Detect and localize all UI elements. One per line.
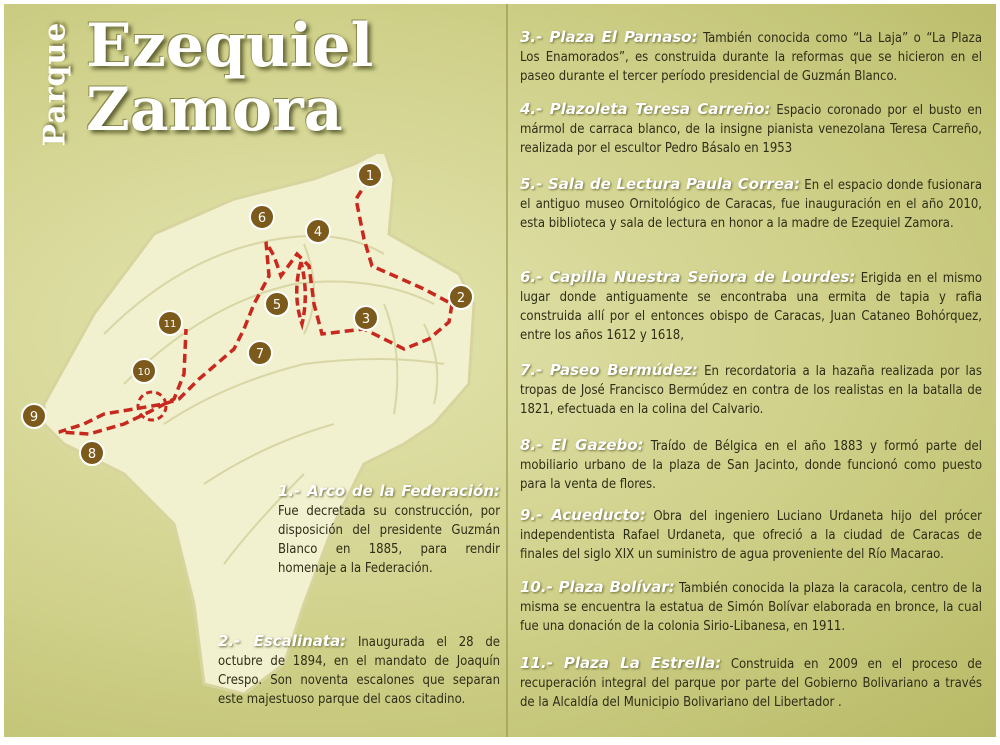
marker-5-label: 5 — [272, 298, 282, 313]
item-7-heading: 7.- Paseo Bermúdez: — [520, 361, 699, 379]
item-9 — [520, 506, 982, 564]
item-3-text: También conocida como “La Laja” o “La Plaza Los Enamorados”, es construida durante la reformas que se hicieron en el paseo durante el tercer período presidencial de Guzmán Blanco. — [520, 31, 982, 84]
item-11-heading: 11.- Plaza La Estrella: — [520, 654, 722, 672]
item-10-text: También conocida la plaza la caracola, centro de la misma se encuentra la estatua de Simón Bolívar elaborada en bronce, la cual fue una donación de la colonia Sirio-Libanesa, en 1911. — [520, 581, 983, 634]
title-line1: Ezequiel — [86, 11, 374, 81]
marker-7[interactable] — [248, 341, 272, 365]
marker-9-label: 9 — [29, 410, 39, 425]
item-1-heading: 1.- Arco de la Federación: — [278, 482, 500, 500]
marker-1[interactable] — [358, 163, 382, 187]
marker-1-label: 1 — [365, 169, 375, 184]
item-6-heading: 6.- Capilla Nuestra Señora de Lourdes: — [520, 268, 856, 286]
item-2-heading: 2.- Escalinata: — [218, 632, 347, 650]
item-1 — [278, 482, 500, 578]
marker-4-label: 4 — [313, 225, 323, 240]
marker-6[interactable] — [250, 205, 274, 229]
park-map — [4, 154, 504, 694]
item-5-heading: 5.- Sala de Lectura Paula Correa: — [520, 175, 801, 193]
item-5 — [520, 175, 982, 233]
marker-7-label: 7 — [255, 347, 265, 362]
item-8-heading: 8.- El Gazebo: — [520, 436, 644, 454]
marker-2-label: 2 — [456, 291, 466, 306]
item-7 — [520, 361, 982, 419]
marker-10[interactable] — [132, 359, 156, 383]
item-4-heading: 4.- Plazoleta Teresa Carreño: — [520, 100, 771, 118]
marker-3[interactable] — [354, 306, 378, 330]
marker-11-label: 11 — [163, 319, 177, 330]
item-6 — [520, 268, 982, 345]
marker-8-label: 8 — [87, 447, 97, 462]
item-7-text: En recordatoria a la hazaña realizada por las tropas de José Francisco Bermúdez en contra de los realistas en la batalla de 1821, efectuada en la colina del Calvario. — [520, 364, 982, 417]
item-9-text: Obra del ingeniero Luciano Urdaneta hijo del prócer independentista Rafael Urdaneta, que ofreció a la ciudad de Caracas de finales del siglo XIX un suministro de agua proveniente del Río Macarao. — [520, 509, 982, 562]
item-5-text: En el espacio donde fusionara el antiguo museo Ornitológico de Caracas, fue inauguración en el año 2010, esta biblioteca y sala de lectura en honor a la madre de Ezequiel Zamora. — [520, 178, 982, 231]
item-4-text: Espacio coronado por el busto en mármol de carraca blanco, de la insigne pianista venezolana Teresa Carreño, realizada por el escultor Pedro Básalo en 1953 — [520, 103, 982, 156]
title-line2: Zamora — [86, 75, 343, 145]
marker-11[interactable] — [158, 311, 182, 335]
item-4 — [520, 100, 982, 158]
marker-4[interactable] — [306, 219, 330, 243]
marker-9[interactable] — [22, 404, 46, 428]
item-8 — [520, 436, 982, 494]
item-10-heading: 10.- Plaza Bolívar: — [520, 578, 675, 596]
marker-5[interactable] — [265, 292, 289, 316]
item-11-text: Construida en 2009 en el proceso de recuperación integral del parque por parte del Gobierno Bolivariano a través de la Alcaldía del Municipio Bolivariano del Libertador . — [520, 657, 982, 710]
marker-8[interactable] — [80, 441, 104, 465]
item-2 — [218, 632, 500, 709]
marker-6-label: 6 — [257, 211, 267, 226]
item-8-text: Traído de Bélgica en el año 1883 y formó parte del mobiliario urbano de la plaza de San Jacinto, donde funcionó como puesto para la venta de flores. — [520, 439, 983, 492]
marker-3-label: 3 — [361, 312, 371, 327]
marker-2[interactable] — [449, 285, 473, 309]
item-11 — [520, 654, 982, 712]
item-3-heading: 3.- Plaza El Parnaso: — [520, 28, 698, 46]
item-3 — [520, 28, 982, 86]
poster — [4, 4, 996, 737]
item-6-text: Erigida en el mismo lugar donde antiguamente se encontraba una ermita de tapia y rafia construida allí por el entonces obispo de Caracas, Juan Cataneo Bohórquez, entre los años 1612 y 1618, — [520, 271, 983, 343]
item-9-heading: 9.- Acueducto: — [520, 506, 646, 524]
title-parque: Parque — [37, 21, 73, 147]
item-1-text: Fue decretada su construcción, por disposición del presidente Guzmán Blanco en 1885, para rendir homenaje a la Federación. — [278, 504, 500, 576]
item-10 — [520, 578, 982, 636]
item-2-text: Inaugurada el 28 de octubre de 1894, en el mandato de Joaquín Crespo. Son noventa escalones que separan este majestuoso parque del caos citadino. — [218, 635, 500, 707]
marker-10-label: 10 — [137, 367, 151, 378]
park-area — [44, 154, 474, 694]
